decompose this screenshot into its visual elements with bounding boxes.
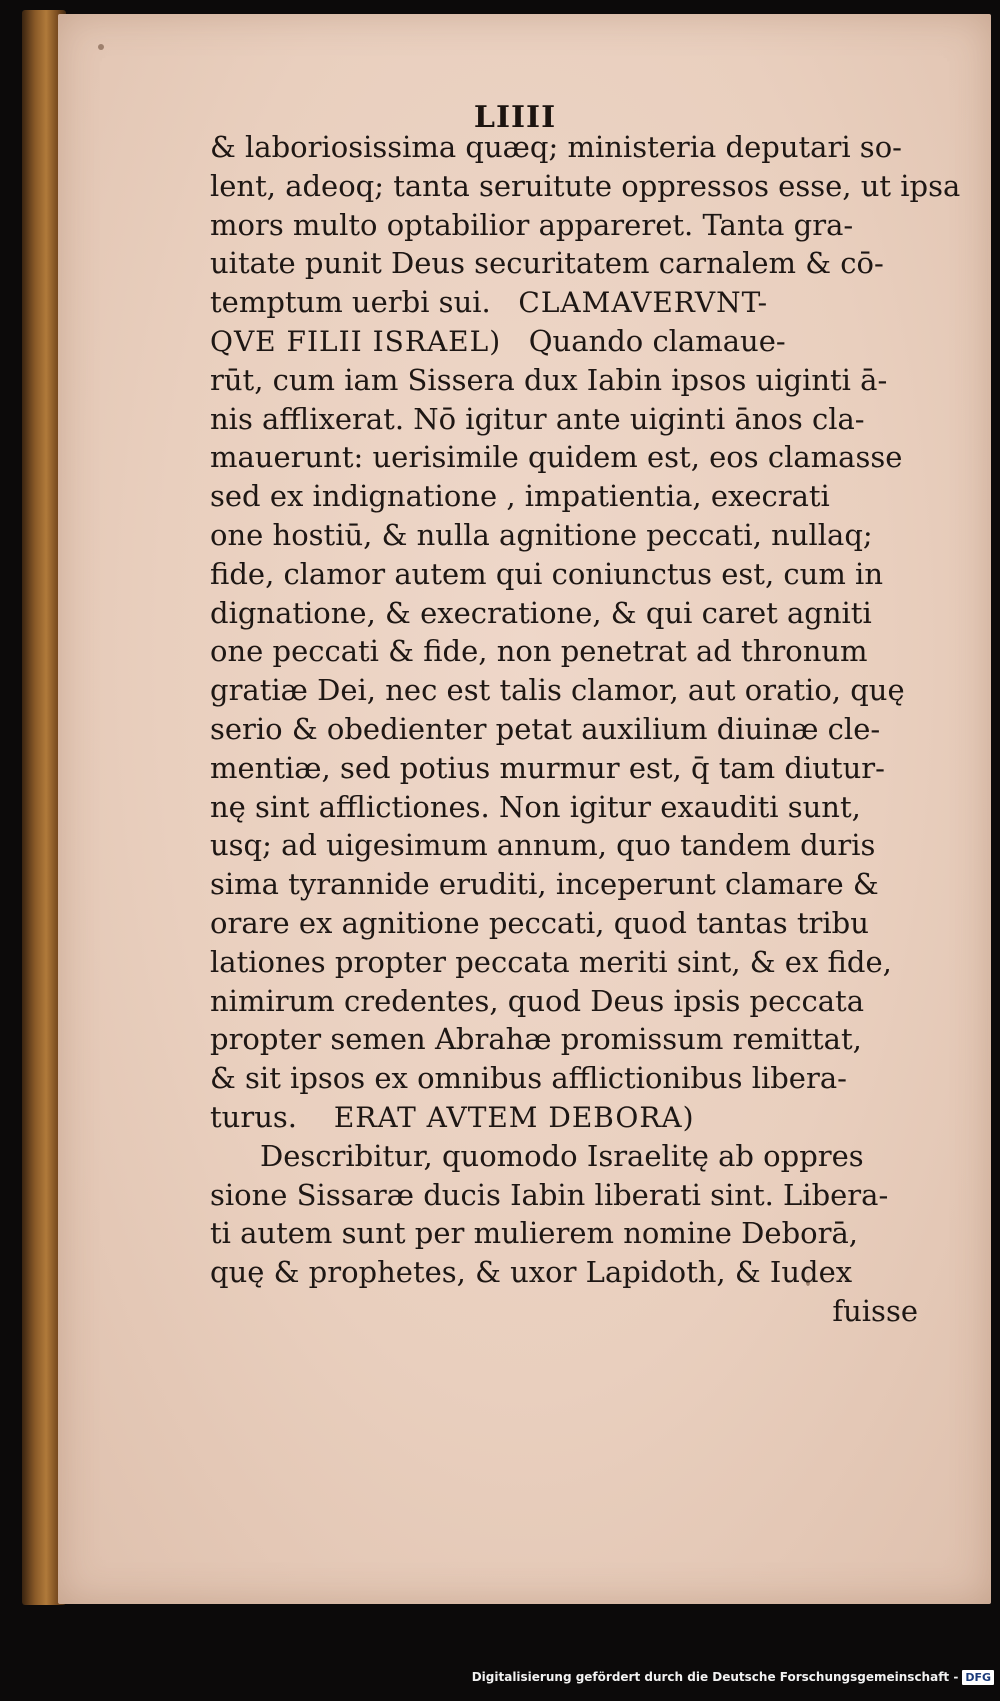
text-segment: Quando clamaue-: [528, 323, 786, 358]
section-heading: CLAMAVERVNT-: [518, 286, 769, 320]
text-line: [210, 1098, 930, 1137]
text-line: mauerunt: uerisimile quidem est, eos clamasse: [210, 440, 903, 475]
page-text: [210, 128, 961, 1331]
text-line: gratiæ Dei, nec est talis clamor, aut oratio, quę: [210, 673, 905, 708]
credit-text: Digitalisierung gefördert durch die Deutsche Forschungsgemeinschaft -: [471, 1670, 959, 1684]
text-line: lent, adeoq; tanta seruitute oppressos esse, ut ipsa: [210, 168, 961, 203]
text-line: uitate punit Deus securitatem carnalem & cō-: [210, 246, 884, 281]
text-line: quę & prophetes, & uxor Lapidoth, & Iudex: [210, 1255, 853, 1290]
text-line: fide, clamor autem qui coniunctus est, cum in: [210, 556, 883, 591]
text-line: nę sint afflictiones. Non igitur exauditi sunt,: [210, 789, 861, 824]
section-heading: ERAT AVTEM DEBORA): [333, 1100, 695, 1134]
folio-number: LIIII: [473, 100, 557, 135]
text-line: nis afflixerat. Nō igitur ante uiginti ānos cla-: [210, 401, 865, 436]
text-line: dignatione, & execratione, & qui caret agniti: [210, 595, 872, 630]
text-line: mentiæ, sed potius murmur est, q̄ tam diutur-: [210, 750, 885, 785]
text-line: sed ex indignatione , impatientia, execrati: [210, 479, 830, 514]
section-heading: QVE FILII ISRAEL): [210, 324, 502, 358]
text-line: [210, 283, 930, 322]
text-line: one hostiū, & nulla agnitione peccati, nullaq;: [210, 517, 873, 552]
digitization-credit: [472, 1667, 994, 1687]
text-line: serio & obedienter petat auxilium diuinæ cle-: [210, 711, 881, 746]
text-line: lationes propter peccata meriti sint, & ex fide,: [210, 944, 892, 979]
text-line: & sit ipsos ex omnibus afflictionibus libera-: [210, 1061, 847, 1096]
text-line: usq; ad uigesimum annum, quo tandem duris: [210, 828, 876, 863]
text-line: one peccati & fide, non penetrat ad thronum: [210, 634, 868, 669]
dfg-logo: DFG: [962, 1670, 994, 1685]
text-line: orare ex agnitione peccati, quod tantas tribu: [210, 905, 869, 940]
text-line: ti autem sunt per mulierem nomine Deborā,: [210, 1216, 858, 1251]
text-segment: temptum uerbi sui.: [210, 285, 491, 320]
page-spot: [98, 44, 104, 50]
text-line: rūt, cum iam Sissera dux Iabin ipsos uiginti ā-: [210, 362, 888, 397]
text-line: nimirum credentes, quod Deus ipsis peccata: [210, 983, 865, 1018]
text-line: mors multo optabilior appareret. Tanta gra-: [210, 207, 854, 242]
text-line: sione Sissaræ ducis Iabin liberati sint. Libera-: [210, 1177, 889, 1212]
text-line: [210, 322, 930, 361]
text-line: Describitur, quomodo Israelitę ab oppres: [260, 1138, 864, 1173]
text-line: & laboriosissima quæq; ministeria deputari so-: [210, 130, 902, 164]
catchword: fuisse: [832, 1293, 918, 1328]
text-line: sima tyrannide eruditi, inceperunt clamare &: [210, 867, 879, 902]
text-line: propter semen Abrahæ promissum remittat,: [210, 1022, 862, 1057]
text-segment: turus.: [210, 1099, 297, 1134]
